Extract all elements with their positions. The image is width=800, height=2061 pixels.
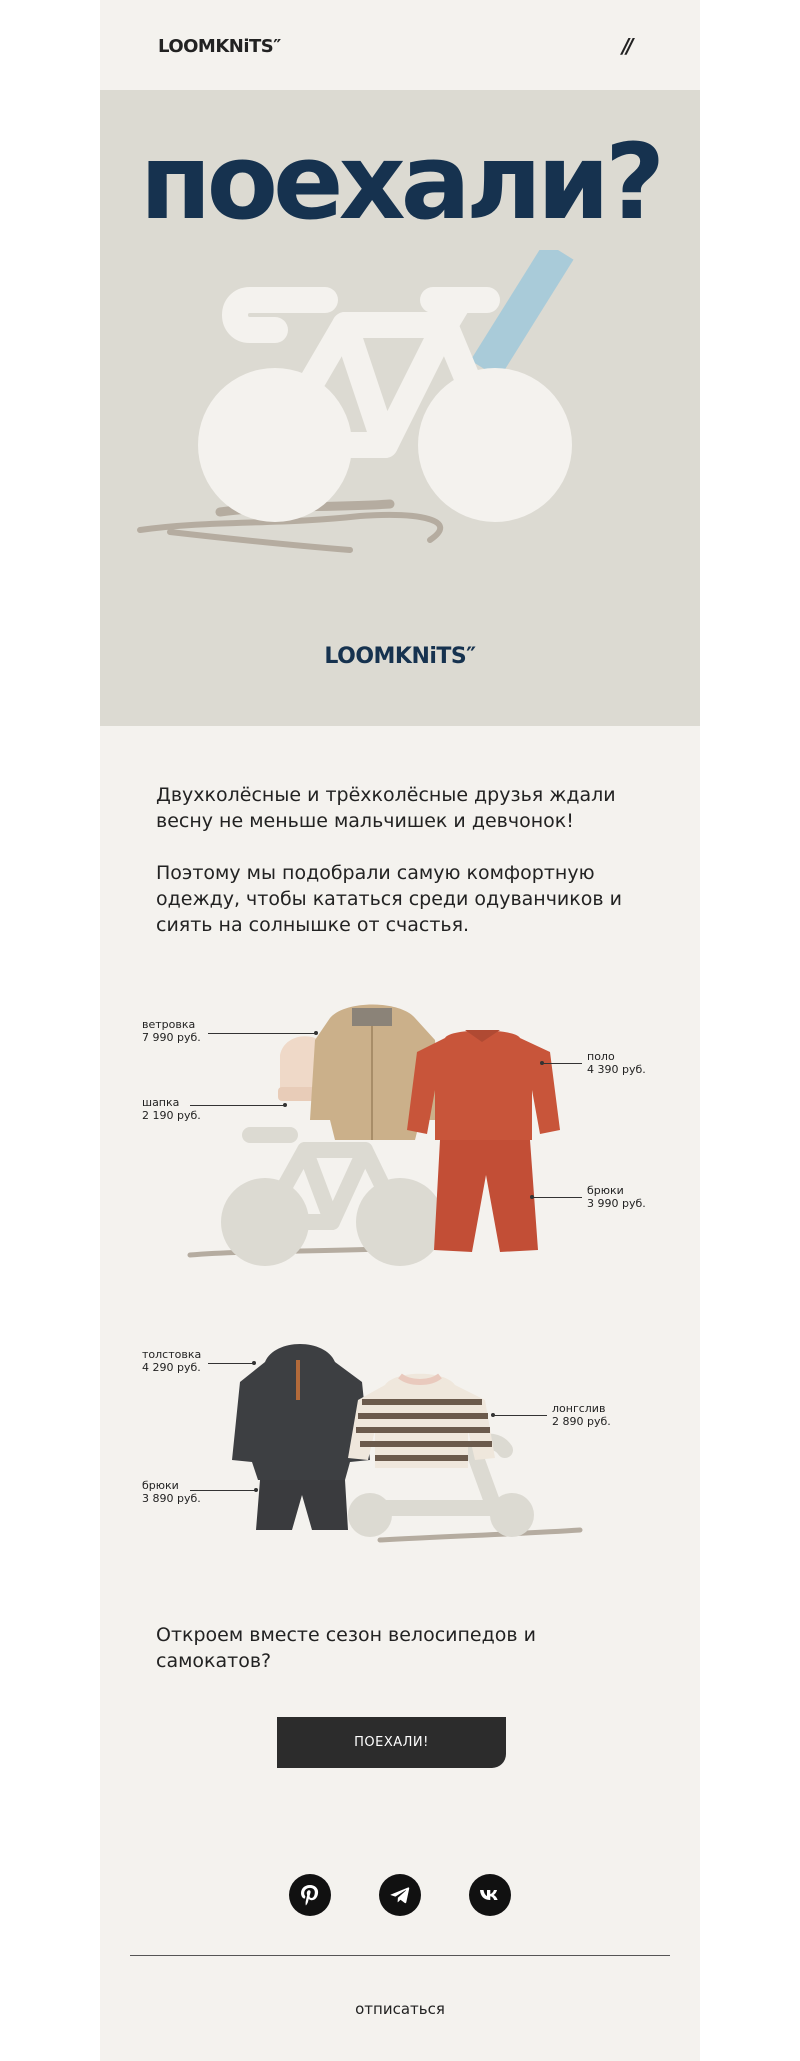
bicycle-illustration bbox=[100, 250, 700, 690]
leader-dot bbox=[283, 1103, 287, 1107]
item-label: ветровка 7 990 руб. bbox=[142, 1018, 201, 1044]
item-label: толстовка 4 290 руб. bbox=[142, 1348, 202, 1374]
leader-dot bbox=[540, 1061, 544, 1065]
header bbox=[100, 0, 700, 90]
leader-dot bbox=[314, 1031, 318, 1035]
hero-logo: LOOMKNiTS″ bbox=[324, 644, 476, 669]
leader-line bbox=[190, 1490, 256, 1491]
footer-divider bbox=[130, 1955, 670, 1956]
leader-line bbox=[190, 1105, 285, 1106]
leader-dot bbox=[254, 1488, 258, 1492]
telegram-icon[interactable] bbox=[379, 1874, 421, 1916]
item-label: лонгслив 2 890 руб. bbox=[552, 1402, 611, 1428]
hero-headline: поехали? bbox=[139, 121, 661, 243]
leader-line bbox=[208, 1363, 254, 1364]
menu-icon[interactable]: // bbox=[622, 34, 631, 58]
leader-line bbox=[493, 1415, 547, 1416]
pinterest-icon[interactable] bbox=[289, 1874, 331, 1916]
intro-paragraph-2: Поэтому мы подобрали самую комфортную одежду, чтобы кататься среди одуванчиков и сиять на солнышке от счастья. bbox=[156, 862, 622, 936]
intro-paragraph-1: Двухколёсные и трёхколёсные друзья ждали весну не меньше мальчишек и девчонок! bbox=[156, 784, 616, 832]
cta-button[interactable]: ПОЕХАЛИ! bbox=[277, 1717, 506, 1768]
leader-line bbox=[208, 1033, 316, 1034]
item-label: поло 4 390 руб. bbox=[587, 1050, 646, 1076]
leader-line bbox=[542, 1063, 582, 1064]
item-label: брюки 3 990 руб. bbox=[587, 1184, 646, 1210]
vk-icon[interactable] bbox=[469, 1874, 511, 1916]
cta-text: Откроем вместе сезон велосипедов и самокатов? bbox=[156, 1624, 536, 1672]
brand-logo[interactable]: LOOMKNiTS″ bbox=[158, 36, 281, 57]
leader-dot bbox=[491, 1413, 495, 1417]
leader-line bbox=[532, 1197, 582, 1198]
leader-dot bbox=[252, 1361, 256, 1365]
unsubscribe-link[interactable]: отписаться bbox=[355, 2000, 445, 2018]
hero-banner[interactable] bbox=[100, 90, 700, 726]
outfit-2[interactable] bbox=[100, 1330, 700, 1580]
email-container bbox=[100, 0, 700, 2061]
item-label: брюки 3 890 руб. bbox=[142, 1479, 201, 1505]
outfit-1[interactable] bbox=[100, 990, 700, 1290]
leader-dot bbox=[530, 1195, 534, 1199]
item-label: шапка 2 190 руб. bbox=[142, 1096, 201, 1122]
